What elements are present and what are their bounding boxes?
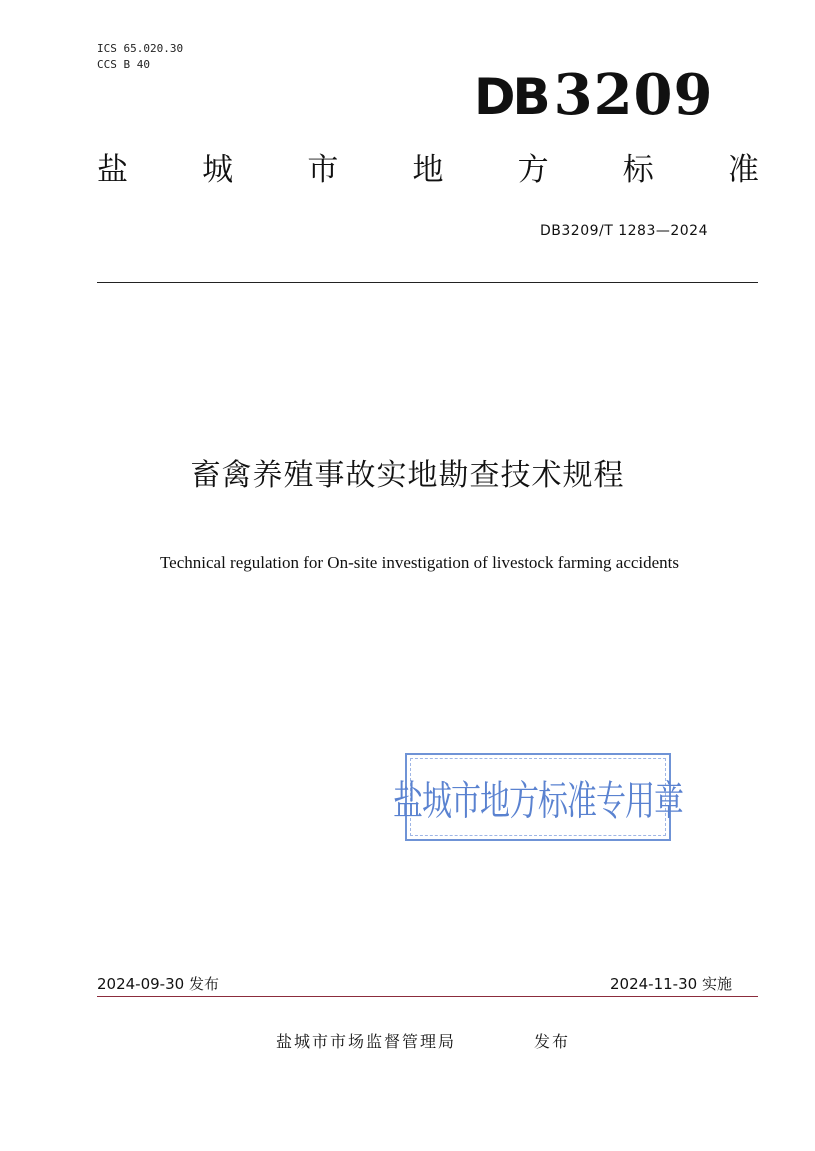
official-stamp [393, 753, 683, 841]
ics-code: ICS 65.020.30 [97, 42, 184, 55]
publisher-name: 盐城市市场监督管理局 [276, 1032, 457, 1051]
english-title: Technical regulation for On-site investigation of livestock farming accidents [159, 553, 680, 572]
heading-char: 地 [412, 152, 444, 188]
heading-char: 方 [517, 152, 549, 188]
heading-char: 盐 [97, 152, 128, 188]
db-standard-number [474, 62, 713, 128]
top-divider [97, 282, 758, 283]
heading-char: 市 [307, 152, 339, 188]
heading-char: 标 [622, 152, 654, 188]
standard-code: DB3209/T 1283—2024 [540, 223, 708, 239]
heading-char: 城 [202, 152, 234, 188]
classification-codes [97, 41, 183, 73]
heading-char: 准 [727, 152, 759, 188]
stamp-text: 盐城市地方标准专用章 [393, 778, 683, 826]
db-number: 3209 [553, 62, 714, 128]
chinese-title: 畜禽养殖事故实地勘查技术规程 [190, 458, 625, 493]
ccs-code: CCS B 40 [97, 58, 150, 71]
db-prefix: DB [474, 68, 548, 126]
effective-date: 2024-11-30 实施 [610, 975, 732, 993]
bottom-divider [97, 996, 758, 997]
publish-date: 2024-09-30 发布 [97, 975, 219, 993]
local-standard-heading [97, 150, 759, 190]
publisher-action: 发布 [534, 1032, 571, 1051]
